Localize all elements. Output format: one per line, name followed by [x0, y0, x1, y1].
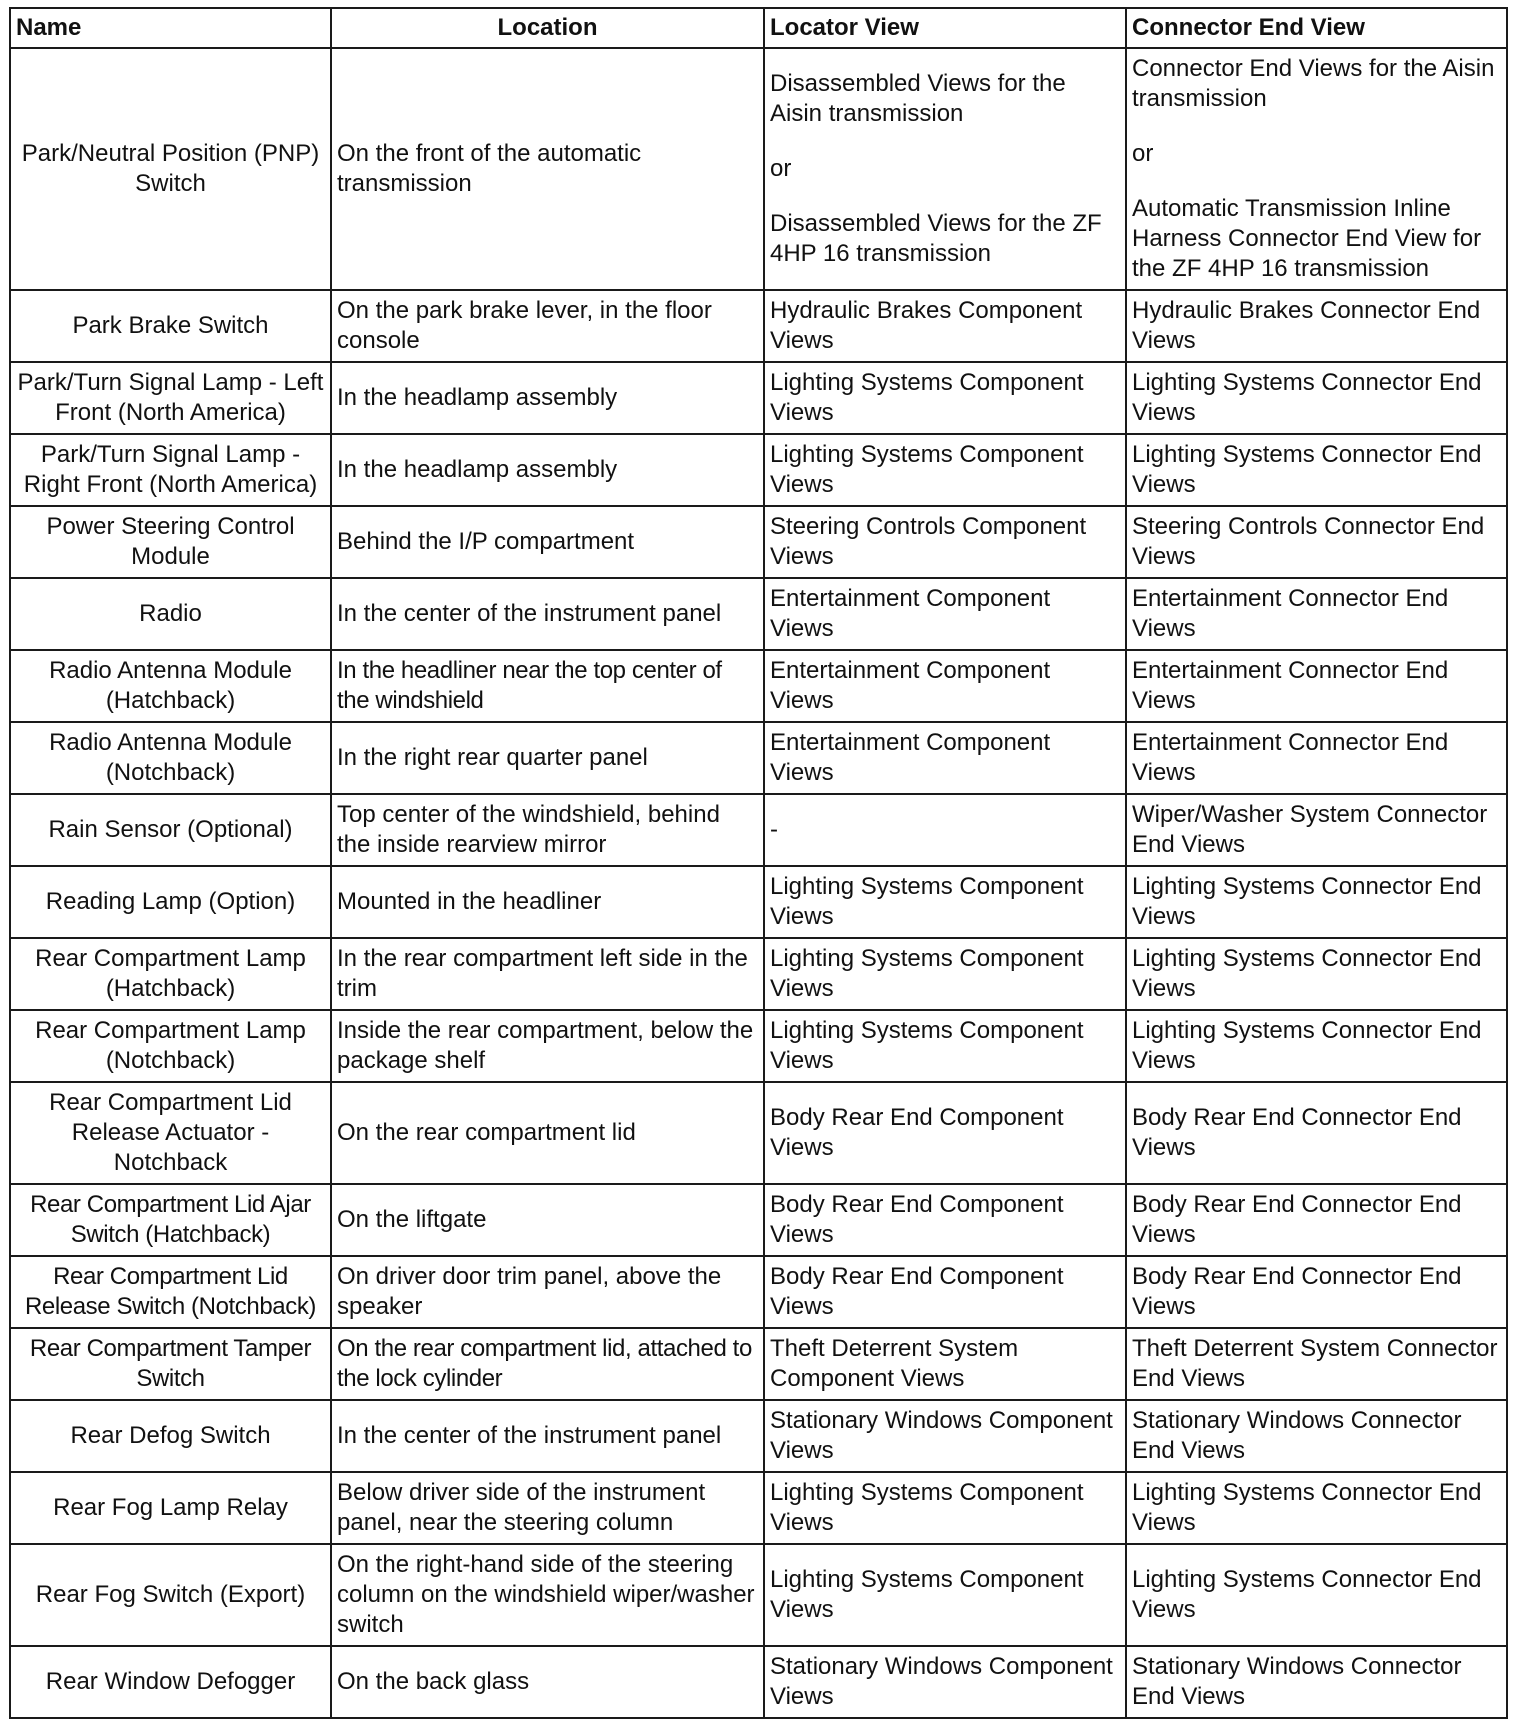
table-row [10, 434, 1507, 506]
cell-locator-view: Body Rear End Component Views [764, 1082, 1126, 1184]
connector-view-part: Connector End Views for the Aisin transmission [1132, 55, 1495, 112]
locator-view-part: or [770, 155, 792, 182]
cell-location: On the back glass [331, 1646, 764, 1718]
cell-locator-view: - [764, 794, 1126, 866]
cell-locator-view: Theft Deterrent System Component Views [764, 1328, 1126, 1400]
cell-connector-end-view: Body Rear End Connector End Views [1126, 1082, 1507, 1184]
cell-locator-view: Steering Controls Component Views [764, 506, 1126, 578]
cell-name: Rear Compartment Lid Release Actuator - Notchback [10, 1082, 331, 1184]
cell-locator-view: Lighting Systems Component Views [764, 1472, 1126, 1544]
cell-connector-end-view: Entertainment Connector End Views [1126, 650, 1507, 722]
cell-location: On the park brake lever, in the floor console [331, 290, 764, 362]
cell-locator-view: Hydraulic Brakes Component Views [764, 290, 1126, 362]
table-row [10, 1400, 1507, 1472]
cell-connector-end-view: Lighting Systems Connector End Views [1126, 434, 1507, 506]
cell-name: Park/Neutral Position (PNP) Switch [10, 48, 331, 290]
cell-name: Power Steering Control Module [10, 506, 331, 578]
cell-name: Rear Compartment Lamp (Notchback) [10, 1010, 331, 1082]
table-row [10, 1010, 1507, 1082]
table-row [10, 578, 1507, 650]
cell-location: Below driver side of the instrument panel, near the steering column [331, 1472, 764, 1544]
cell-locator-view: Entertainment Component Views [764, 722, 1126, 794]
header-connector-end-view: Connector End View [1126, 8, 1507, 48]
table-row [10, 48, 1507, 290]
cell-location: Top center of the windshield, behind the inside rearview mirror [331, 794, 764, 866]
cell-location: On driver door trim panel, above the speaker [331, 1256, 764, 1328]
cell-locator-view: Lighting Systems Component Views [764, 1544, 1126, 1646]
cell-name: Rear Fog Lamp Relay [10, 1472, 331, 1544]
cell-location: On the liftgate [331, 1184, 764, 1256]
cell-location: In the center of the instrument panel [331, 578, 764, 650]
cell-location: On the rear compartment lid, attached to the lock cylinder [331, 1328, 764, 1400]
cell-name: Radio Antenna Module (Hatchback) [10, 650, 331, 722]
cell-locator-view: Stationary Windows Component Views [764, 1646, 1126, 1718]
locator-view-part: Disassembled Views for the ZF 4HP 16 transmission [770, 210, 1102, 267]
table-row [10, 1646, 1507, 1718]
cell-name: Rear Compartment Tamper Switch [10, 1328, 331, 1400]
table-row [10, 1544, 1507, 1646]
cell-name: Rear Compartment Lid Release Switch (Notchback) [10, 1256, 331, 1328]
cell-name: Rear Defog Switch [10, 1400, 331, 1472]
cell-locator-view: Lighting Systems Component Views [764, 1010, 1126, 1082]
cell-location: On the front of the automatic transmission [331, 48, 764, 290]
cell-locator-view: Lighting Systems Component Views [764, 938, 1126, 1010]
table-row [10, 1256, 1507, 1328]
cell-connector-end-view: Body Rear End Connector End Views [1126, 1256, 1507, 1328]
cell-connector-end-view: Lighting Systems Connector End Views [1126, 362, 1507, 434]
table-row [10, 506, 1507, 578]
cell-location: Behind the I/P compartment [331, 506, 764, 578]
table-row [10, 1328, 1507, 1400]
cell-connector-end-view: Lighting Systems Connector End Views [1126, 938, 1507, 1010]
table-row [10, 722, 1507, 794]
cell-name: Rear Compartment Lid Ajar Switch (Hatchback) [10, 1184, 331, 1256]
cell-connector-end-view: Lighting Systems Connector End Views [1126, 1472, 1507, 1544]
cell-connector-end-view: Theft Deterrent System Connector End Views [1126, 1328, 1507, 1400]
cell-connector-end-view: Stationary Windows Connector End Views [1126, 1646, 1507, 1718]
cell-locator-view: Body Rear End Component Views [764, 1256, 1126, 1328]
connector-view-part: Automatic Transmission Inline Harness Connector End View for the ZF 4HP 16 transmission [1132, 195, 1482, 282]
cell-connector-end-view: Wiper/Washer System Connector End Views [1126, 794, 1507, 866]
table-row [10, 1472, 1507, 1544]
component-locator-table [9, 7, 1508, 1719]
cell-location: On the right-hand side of the steering column on the windshield wiper/washer switch [331, 1544, 764, 1646]
table-row [10, 794, 1507, 866]
cell-location: On the rear compartment lid [331, 1082, 764, 1184]
table-row [10, 866, 1507, 938]
cell-name: Rear Fog Switch (Export) [10, 1544, 331, 1646]
cell-connector-end-view: Lighting Systems Connector End Views [1126, 866, 1507, 938]
cell-name: Park Brake Switch [10, 290, 331, 362]
cell-locator-view: Lighting Systems Component Views [764, 434, 1126, 506]
cell-location: In the headliner near the top center of the windshield [331, 650, 764, 722]
cell-connector-end-view [1126, 48, 1507, 290]
cell-name: Radio [10, 578, 331, 650]
cell-name: Reading Lamp (Option) [10, 866, 331, 938]
locator-view-part: Disassembled Views for the Aisin transmission [770, 70, 1066, 127]
cell-location: In the rear compartment left side in the trim [331, 938, 764, 1010]
connector-view-part: or [1132, 140, 1154, 167]
cell-location: In the headlamp assembly [331, 362, 764, 434]
header-location: Location [331, 8, 764, 48]
cell-name: Park/Turn Signal Lamp - Left Front (North America) [10, 362, 331, 434]
cell-connector-end-view: Entertainment Connector End Views [1126, 722, 1507, 794]
cell-name: Radio Antenna Module (Notchback) [10, 722, 331, 794]
cell-location: Inside the rear compartment, below the package shelf [331, 1010, 764, 1082]
table-row [10, 1184, 1507, 1256]
cell-connector-end-view: Lighting Systems Connector End Views [1126, 1010, 1507, 1082]
cell-locator-view: Entertainment Component Views [764, 578, 1126, 650]
table-row [10, 290, 1507, 362]
table-row [10, 938, 1507, 1010]
cell-connector-end-view: Hydraulic Brakes Connector End Views [1126, 290, 1507, 362]
header-locator-view: Locator View [764, 8, 1126, 48]
table-row [10, 362, 1507, 434]
cell-locator-view: Entertainment Component Views [764, 650, 1126, 722]
cell-connector-end-view: Body Rear End Connector End Views [1126, 1184, 1507, 1256]
cell-locator-view: Lighting Systems Component Views [764, 866, 1126, 938]
cell-name: Rear Compartment Lamp (Hatchback) [10, 938, 331, 1010]
cell-connector-end-view: Entertainment Connector End Views [1126, 578, 1507, 650]
cell-name: Park/Turn Signal Lamp - Right Front (North America) [10, 434, 331, 506]
cell-connector-end-view: Steering Controls Connector End Views [1126, 506, 1507, 578]
cell-location: In the center of the instrument panel [331, 1400, 764, 1472]
header-row [10, 8, 1507, 48]
cell-locator-view: Stationary Windows Component Views [764, 1400, 1126, 1472]
cell-name: Rear Window Defogger [10, 1646, 331, 1718]
cell-location: Mounted in the headliner [331, 866, 764, 938]
cell-locator-view [764, 48, 1126, 290]
cell-locator-view: Lighting Systems Component Views [764, 362, 1126, 434]
cell-location: In the right rear quarter panel [331, 722, 764, 794]
cell-connector-end-view: Stationary Windows Connector End Views [1126, 1400, 1507, 1472]
cell-name: Rain Sensor (Optional) [10, 794, 331, 866]
cell-locator-view: Body Rear End Component Views [764, 1184, 1126, 1256]
cell-connector-end-view: Lighting Systems Connector End Views [1126, 1544, 1507, 1646]
cell-location: In the headlamp assembly [331, 434, 764, 506]
table-row [10, 650, 1507, 722]
header-name: Name [10, 8, 331, 48]
table-row [10, 1082, 1507, 1184]
